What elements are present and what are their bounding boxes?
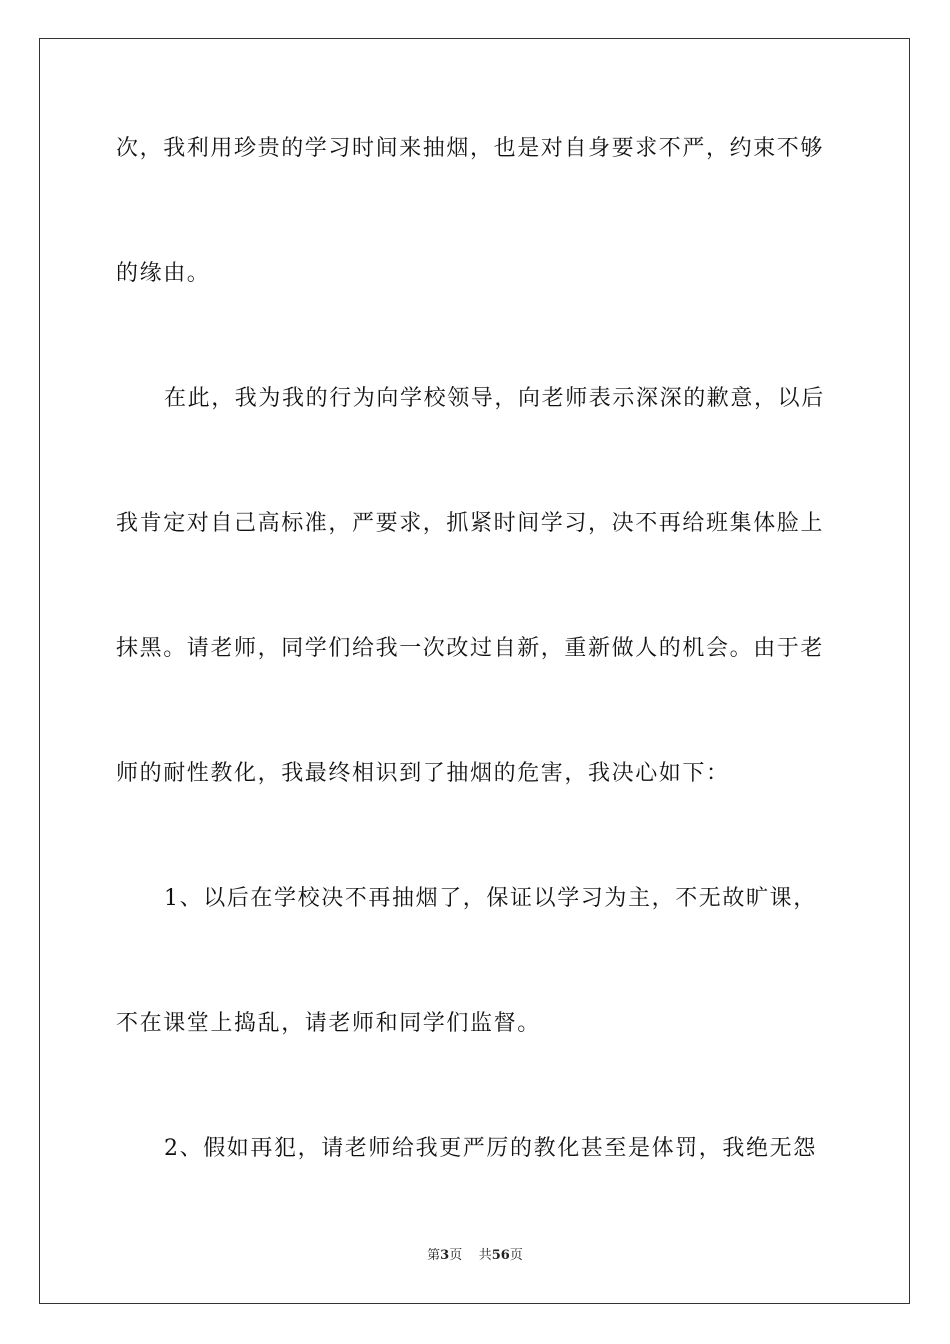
- footer-page-number: 3: [440, 1248, 450, 1263]
- body-line-8: 不在课堂上捣乱，请老师和同学们监督。: [116, 1011, 541, 1036]
- footer-total-prefix: 共: [478, 1248, 492, 1263]
- body-line-1: 次，我利用珍贵的学习时间来抽烟，也是对自身要求不严，约束不够: [116, 136, 825, 161]
- footer-total-suffix: 页: [509, 1248, 523, 1263]
- footer-total-number: 56: [491, 1248, 510, 1263]
- footer-page-suffix: 页: [449, 1248, 463, 1263]
- body-line-6: 师的耐性教化，我最终相识到了抽烟的危害，我决心如下：: [116, 761, 730, 786]
- footer-page-prefix: 第: [427, 1248, 441, 1263]
- page-footer: [0, 1247, 950, 1265]
- page-border: [39, 38, 910, 1304]
- body-line-4: 我肯定对自己高标准，严要求，抓紧时间学习，决不再给班集体脸上: [116, 511, 825, 536]
- body-line-3: 在此，我为我的行为向学校领导，向老师表示深深的歉意，以后: [164, 386, 825, 411]
- body-line-7: 1、以后在学校决不再抽烟了，保证以学习为主，不无故旷课，: [164, 886, 817, 911]
- body-line-5: 抹黑。请老师，同学们给我一次改过自新，重新做人的机会。由于老: [116, 636, 825, 661]
- body-line-2: 的缘由。: [116, 261, 211, 286]
- body-line-9: 2、假如再犯，请老师给我更严厉的教化甚至是体罚，我绝无怨: [164, 1136, 817, 1161]
